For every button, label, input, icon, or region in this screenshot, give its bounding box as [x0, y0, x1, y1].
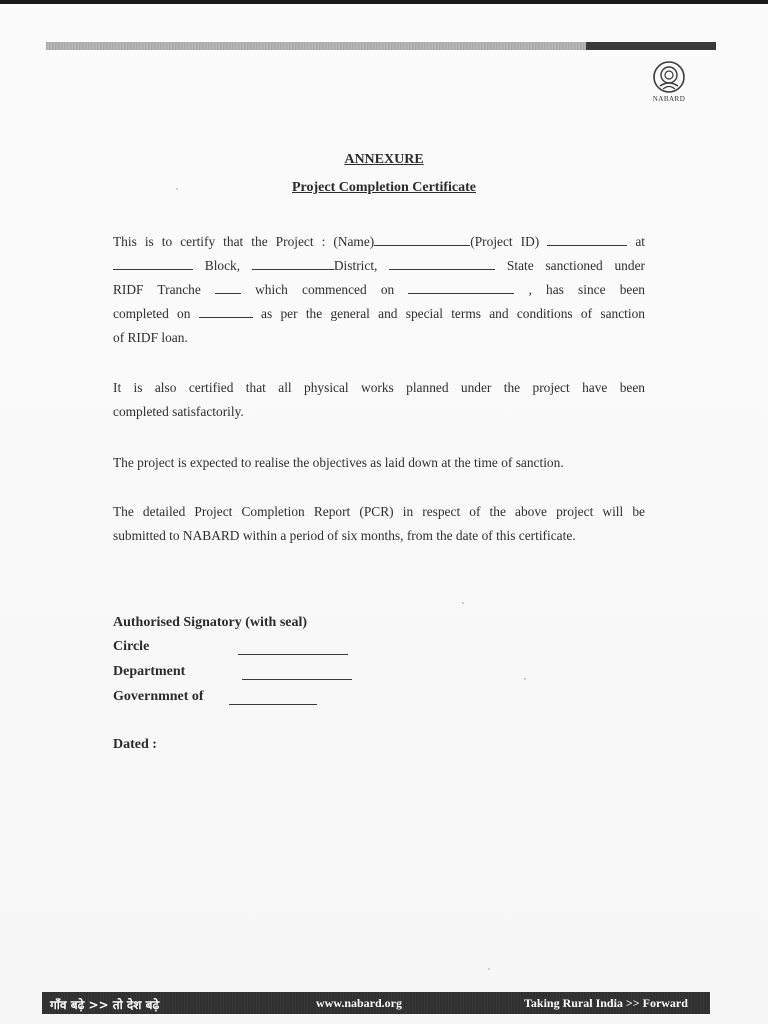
para4-line1: The detailed Project Completion Report (PCR) in respect of the above project will be [113, 504, 645, 519]
para4-line2: submitted to NABARD within a period of six months, from the date of this certificate. [113, 528, 576, 543]
nabard-emblem-icon [652, 60, 686, 94]
authorised-signatory-label: Authorised Signatory (with seal) [113, 615, 308, 630]
pcr-paragraph [113, 500, 645, 548]
para1-line3: RIDF Tranche which commenced on , has since been [113, 282, 645, 297]
logo-text: NABARD [652, 95, 686, 103]
state-blank [389, 257, 495, 270]
para2-line2: completed satisfactorily. [113, 404, 244, 419]
scan-speck [176, 188, 178, 190]
objectives-paragraph [113, 451, 645, 475]
physical-works-paragraph [113, 376, 645, 424]
para1-line2: Block, District, State sanctioned under [113, 254, 645, 278]
government-label: Governmnet of [113, 689, 204, 704]
footer-tagline: Taking Rural India >> Forward [524, 996, 688, 1010]
para1-line4: completed on as per the general and special terms and conditions of sanction [113, 306, 645, 321]
para3-line1: The project is expected to realise the objectives as laid down at the time of sanction. [113, 455, 564, 470]
footer-hindi-slogan: गाँव बढ़े >> तो देश बढ़े [50, 998, 160, 1012]
department-blank [242, 679, 352, 680]
annexure-title: ANNEXURE [344, 152, 424, 167]
completed-date-blank [199, 305, 253, 318]
header-band-dark [586, 42, 716, 50]
commenced-date-blank [408, 281, 514, 294]
footer-website-link[interactable]: www.nabard.org [316, 996, 403, 1010]
para2-line1: It is also certified that all physical works planned under the project have been [113, 380, 645, 395]
para1-line1: This is to certify that the Project : (Name) (Project ID) at [113, 234, 645, 249]
block-blank [113, 257, 193, 270]
para1-line5: of RIDF loan. [113, 330, 188, 345]
scan-speck [488, 968, 490, 970]
header-band-light [46, 42, 586, 50]
scan-speck [524, 678, 526, 680]
project-id-blank [547, 233, 627, 246]
project-name-blank [374, 233, 470, 246]
dated-label: Dated : [113, 737, 157, 752]
scan-speck [462, 602, 464, 604]
district-blank [252, 257, 334, 270]
header-band [46, 42, 716, 50]
circle-blank [238, 654, 348, 655]
government-blank [229, 704, 317, 705]
nabard-logo [636, 60, 702, 112]
certificate-title: Project Completion Certificate [292, 180, 476, 195]
tranche-blank [215, 281, 241, 294]
certification-paragraph [113, 230, 645, 350]
circle-label: Circle [113, 639, 150, 654]
scan-top-edge [0, 0, 768, 4]
footer-band [42, 992, 710, 1014]
department-label: Department [113, 664, 186, 679]
